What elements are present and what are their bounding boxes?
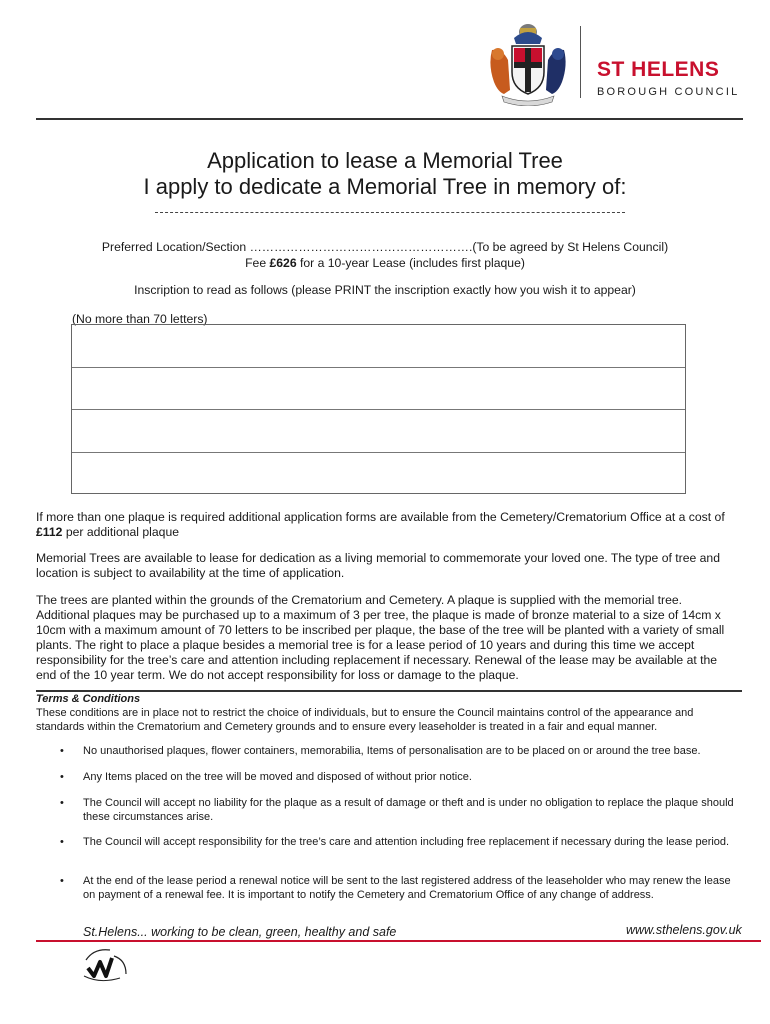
extra-plaque-paragraph (36, 510, 736, 540)
document-subtitle: I apply to dedicate a Memorial Tree in memory of: (143, 174, 627, 199)
availability-paragraph: Memorial Trees are available to lease for dedication as a living memorial to commemorate your loved one. The type of tree and location is subject to availability at the time of application. (36, 551, 720, 580)
inscription-box (71, 324, 686, 494)
terms-item: Any Items placed on the tree will be moved and disposed of without prior notice. (83, 771, 472, 783)
bullet-icon: • (60, 771, 64, 783)
fee-line (0, 256, 770, 271)
bullet-icon: • (60, 875, 64, 887)
location-label: Preferred Location/Section (101, 240, 250, 254)
bullet-icon: • (60, 745, 64, 757)
terms-item: At the end of the lease period a renewal notice will be sent to the last registered address of the leaseholder who may renew the lease on payment of a renewal fee. It is important to notify the Cemetery and Crematorium Office of any change of address. (83, 875, 731, 901)
fee-suffix: for a 10-year Lease (includes first plaque) (296, 256, 525, 270)
extra-plaque-text: If more than one plaque is required additional application forms are available from the Cemetery/Crematorium Office at a cost of (36, 510, 725, 524)
terms-item: No unauthorised plaques, flower containers, memorabilia, Items of personalisation are to be placed on or around the tree base. (83, 745, 701, 757)
council-subtitle: BOROUGH COUNCIL (597, 86, 740, 98)
max-letters-note: (No more than 70 letters) (72, 312, 208, 326)
terms-intro: These conditions are in place not to restrict the choice of individuals, but to ensure the Council maintains control of the appearance and standards within the Crematorium and Cemetery grounds and to ensure every leaseholder is treated in a fair and equal manner. (36, 707, 694, 733)
terms-item: The Council will accept no liability for the plaque as a result of damage or theft and is under no obligation to replace the plaque should these circumstances arise. (83, 797, 734, 823)
fee-prefix: Fee (245, 256, 270, 270)
header-rule (36, 118, 743, 120)
inscription-line-1[interactable] (72, 325, 685, 368)
inscription-line-2[interactable] (72, 368, 685, 411)
extra-plaque-amount: £112 (36, 525, 63, 539)
terms-item: The Council will accept responsibility for the tree’s care and attention including free replacement if necessary during the lease period. (83, 836, 730, 848)
inscription-line-4[interactable] (72, 453, 685, 496)
positive-about-disabled-people-icon (80, 946, 132, 982)
details-paragraph: The trees are planted within the grounds of the Crematorium and Cemetery. A plaque is supplied with the memorial tree. Additional plaques may be purchased up to a maximum of 3 per tree, the plaque is made of bronze material to a size of 14cm x 10cm with a maximum amount of 70 letters to be inscribed per plaque, the base of the tree will be planted with a variety of small plants. The right to place a plaque besides a memorial tree is for a lease period of 10 years and during this time we accept responsibility for the tree’s care and attention including replacement if necessary. Renewal of the lease may be available at the end of the 10 year term. We do not accept responsibility for loss or damage to the plaque. (36, 593, 725, 682)
inscription-instruction: Inscription to read as follows (please PRINT the inscription exactly how you wish it to appear) (134, 283, 636, 297)
memory-of-name-field[interactable] (155, 212, 625, 213)
footer-slogan: St.Helens... working to be clean, green, healthy and safe (83, 925, 397, 939)
coat-of-arms-icon (484, 20, 572, 106)
footer-url[interactable]: www.sthelens.gov.uk (626, 923, 742, 937)
terms-rule (36, 690, 742, 692)
extra-plaque-suffix: per additional plaque (62, 525, 180, 539)
terms-heading: Terms & Conditions (36, 693, 141, 705)
bullet-icon: • (60, 797, 64, 809)
council-name: ST HELENS (597, 58, 720, 81)
footer-rule (36, 940, 761, 942)
logo-divider (580, 26, 581, 98)
location-note: (To be agreed by St Helens Council) (472, 240, 669, 254)
inscription-line-3[interactable] (72, 410, 685, 453)
document-title: Application to lease a Memorial Tree (207, 148, 563, 173)
fee-amount: £626 (269, 256, 297, 270)
preferred-location-line (0, 240, 770, 255)
location-field[interactable]: ………………………………………………. (249, 240, 473, 254)
bullet-icon: • (60, 836, 64, 848)
